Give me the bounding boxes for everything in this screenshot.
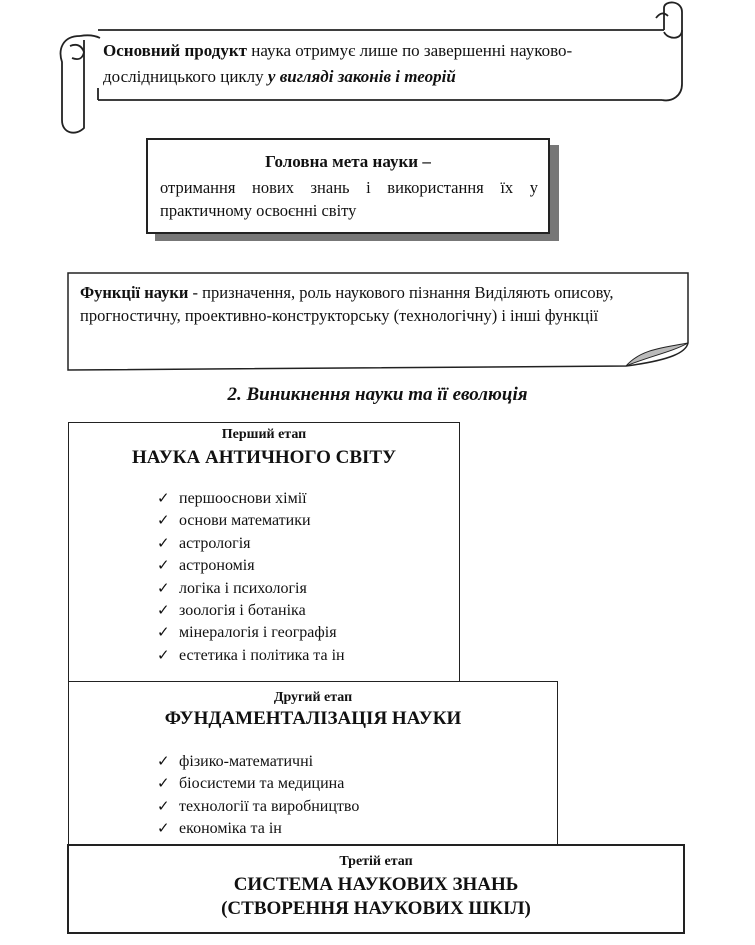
main-goal-text: отримання нових знань і використання їх у практичному освоєнні світу [160,178,538,220]
check-icon: ✓ [157,752,170,770]
check-icon: ✓ [157,578,170,597]
functions-text [80,281,678,327]
stage-2-name: ФУНДАМЕНТАЛІЗАЦІЯ НАУКИ [164,708,462,729]
list-item: ✓ першооснови хімії [157,489,307,507]
list-item: ✓ логіка і психологія [157,578,307,597]
stage-3-name-line-2: (СТВОРЕННЯ НАУКОВИХ ШКІЛ) [221,898,531,919]
stage-1-label: Перший етап [221,427,307,442]
list-item: ✓ мінералогія і географія [157,623,337,642]
list-item: ✓ основи математики [157,511,311,530]
list-item: ✓ технології та виробництво [157,796,360,815]
main-product-label: Основний продукт [103,41,247,60]
functions-label: Функції науки [80,283,189,302]
check-icon: ✓ [157,774,170,793]
list-item: ✓ астрономія [157,556,255,575]
check-icon: ✓ [157,623,170,642]
stage-3-label: Третій етап [339,854,413,869]
stage-1-box [68,422,460,682]
list-item: ✓ зоологія і ботаніка [157,600,306,619]
list-item: ✓ біосистеми та медицина [157,774,345,793]
list-item: ✓ фізико-математичні [157,752,314,770]
stage-2-label: Другий етап [273,690,353,705]
stage-2-box [68,681,558,845]
check-icon: ✓ [157,556,170,575]
stage-2-list [157,750,359,840]
list-item: ✓ економіка та ін [157,819,282,838]
section-title: 2. Виникнення науки та її еволюція [227,384,528,405]
list-item: ✓ естетика і політика та ін [157,645,345,664]
stage-3-name-line-1: СИСТЕМА НАУКОВИХ ЗНАНЬ [233,874,519,895]
stage-1-name: НАУКА АНТИЧНОГО СВІТУ [131,447,397,468]
functions-box [68,273,688,369]
stage-1-list [157,487,345,666]
check-icon: ✓ [157,600,170,619]
list-item: ✓ астрологія [157,533,251,552]
check-icon: ✓ [157,533,170,552]
check-icon: ✓ [157,796,170,815]
functions-description: - призначення, роль наукового пізнання Виділяють описову, прогностичну, проективно-конструкторську (технологічну) і інші функції [80,283,614,325]
check-icon: ✓ [157,645,170,664]
main-product-text: наука отримує лише по завершенні науково-дослідницького циклу [103,41,573,86]
check-icon: ✓ [157,511,170,530]
check-icon: ✓ [157,489,170,507]
main-goal-title: Головна мета науки – [265,152,431,171]
main-product-emphasis: у вигляді законів і теорій [267,67,456,86]
stage-3-box [67,844,685,934]
check-icon: ✓ [157,819,170,838]
